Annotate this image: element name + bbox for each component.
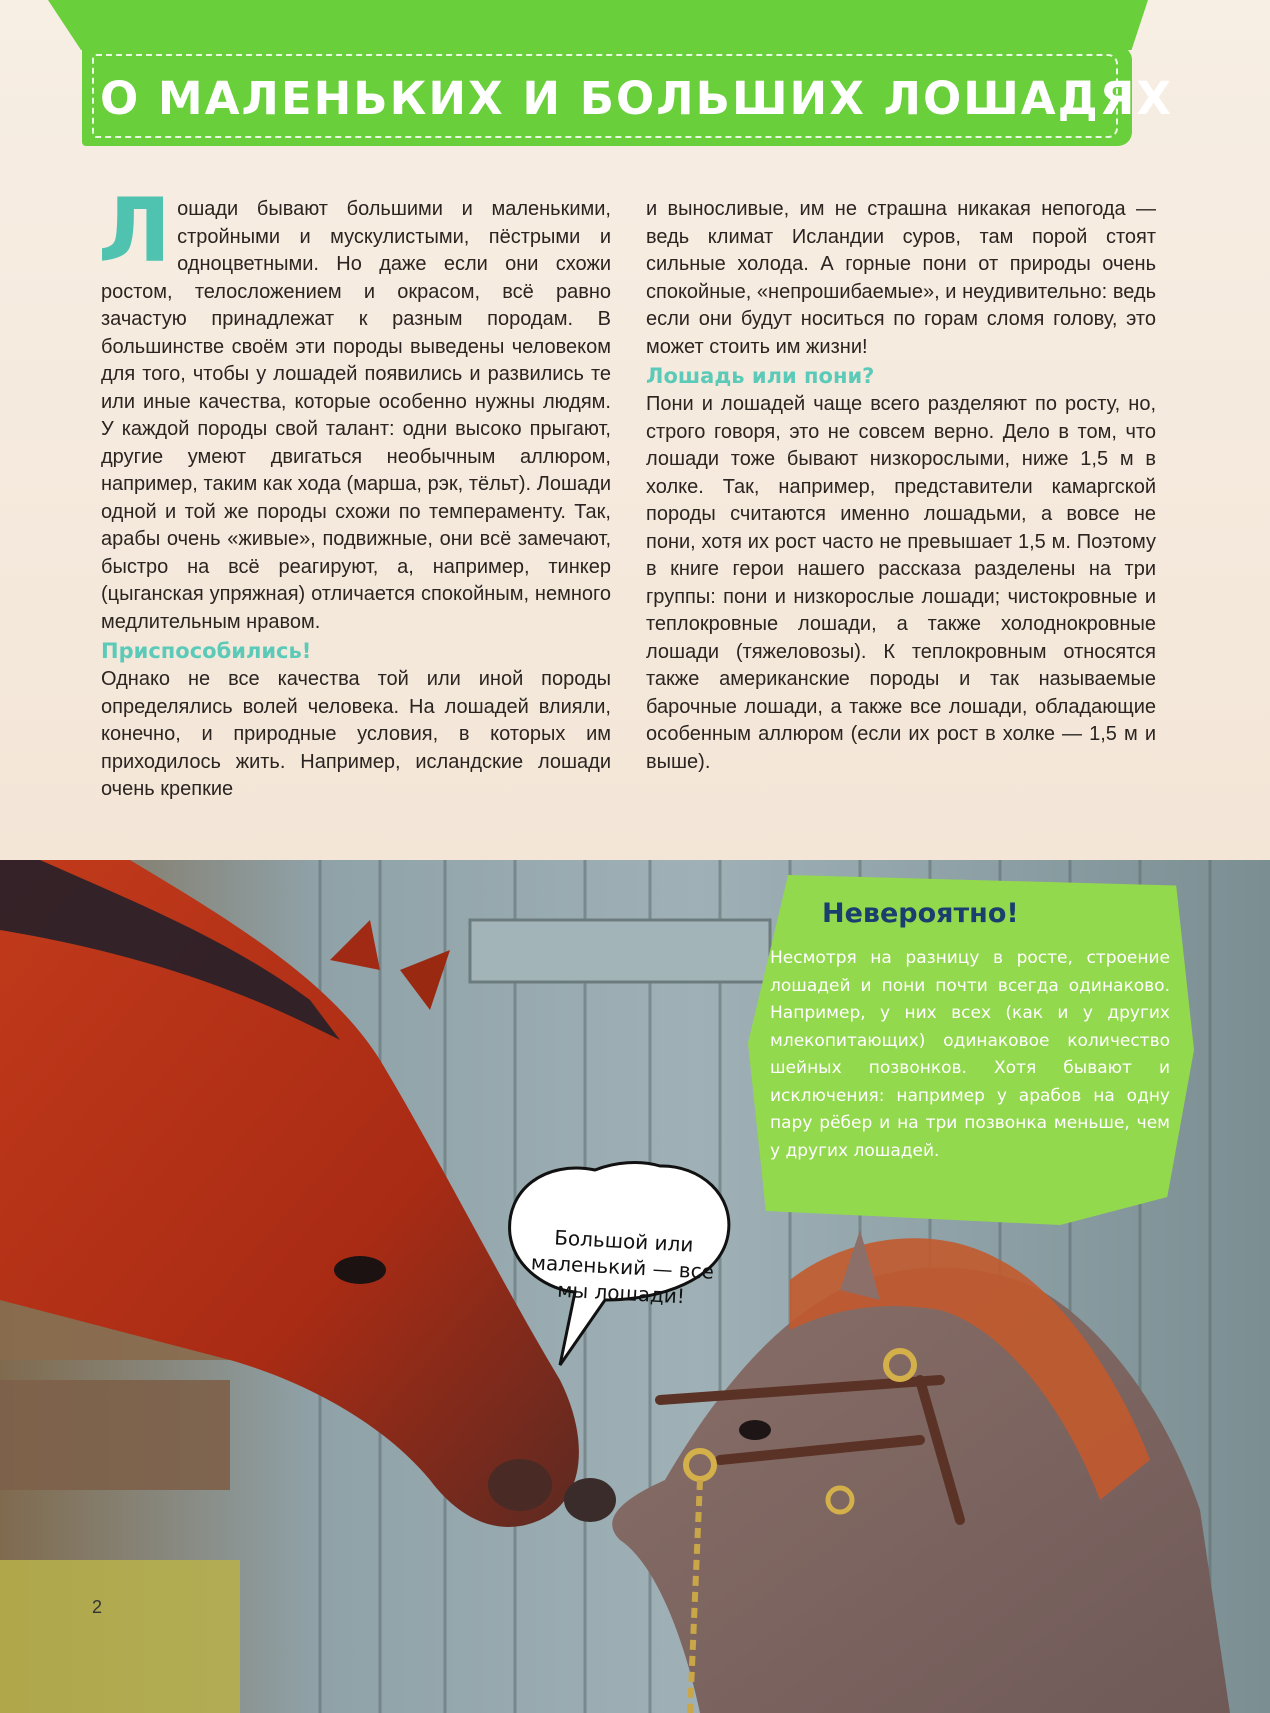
page-title: О МАЛЕНЬКИХ И БОЛЬШИХ ЛОШАДЯХ (100, 72, 1174, 125)
continuation-paragraph: и выносливые, им не страшна никакая непогода — ведь климат Исландии суров, там порой стоят сильные холода. А горные пони от природы очень спокойные, «непрошибаемые», и неудивительно: ведь если они будут носиться по горам сломя голову, это может стоить им жизни! (646, 198, 1156, 358)
speech-bubble-text: Большой или маленький — все мы лошади! (530, 1225, 715, 1309)
callout-title: Невероятно! (822, 898, 1019, 929)
intro-paragraph: ошади бывают большими и маленькими, стройными и мускулистыми, пёстрыми и одноцветными. Но даже если они схожи ростом, телосложением и окрасом, всё равно зачастую принадлежат к разным породам. В большинстве своём эти породы выведены человеком для того, чтобы у лошадей появились и развились те или иные качества, которые особенно нужны людям. У каждой породы свой талант: одни высоко прыгают, другие умеют двигаться необычным аллюром, например, таким как хода (марша, рэк, тёльт). Лошади одной и той же породы схожи по темпераменту. Так, арабы очень «живые», подвижные, они всё замечают, быстро на всё реагируют, а, например, тинкер (цыганская упряжная) отличается спокойным, немного медлительным нравом. (101, 198, 611, 633)
subheading-adapted: Приспособились! (101, 639, 312, 663)
title-tab (48, 0, 1148, 50)
drop-cap: Л (98, 179, 172, 282)
right-column (646, 196, 1156, 776)
left-column (98, 179, 611, 804)
callout-body: Несмотря на разницу в росте, строение лошадей и пони почти всегда одинаково. Например, у них всех (как и у других млекопитающих) одинаковое количество шейных позвонков. Хотя бывают и исключения: например у арабов на одну пару рёбер и на три позвонка меньше, чем у других лошадей. (770, 948, 1170, 1161)
adaptation-paragraph: Однако не все качества той или иной породы определялись волей человека. На лошадей влияли, конечно, и природные условия, в которых им приходилось жить. Например, исландские лошади очень крепкие (101, 668, 611, 800)
page-number: 2 (92, 1597, 103, 1617)
subheading-horse-or-pony: Лошадь или пони? (646, 364, 875, 388)
horse-or-pony-paragraph: Пони и лошадей чаще всего разделяют по росту, но, строго говоря, это не совсем верно. Дело в том, что лошади тоже бывают низкорослыми, ниже 1,5 м в холке. Так, например, представители камаргской породы считаются именно лошадьми, а вовсе не пони, хотя их рост часто не превышает 1,5 м. Поэтому в книге герои нашего рассказа разделены на три группы: пони и низкорослые лошади; чистокровные и теплокровные лошади, а также холоднокровные лошади (тяжеловозы). К теплокровным относятся также американские породы и так называемые барочные лошади, а также все лошади, обладающие особенным аллюром (если их рост в холке — 1,5 м и выше). (646, 393, 1156, 773)
